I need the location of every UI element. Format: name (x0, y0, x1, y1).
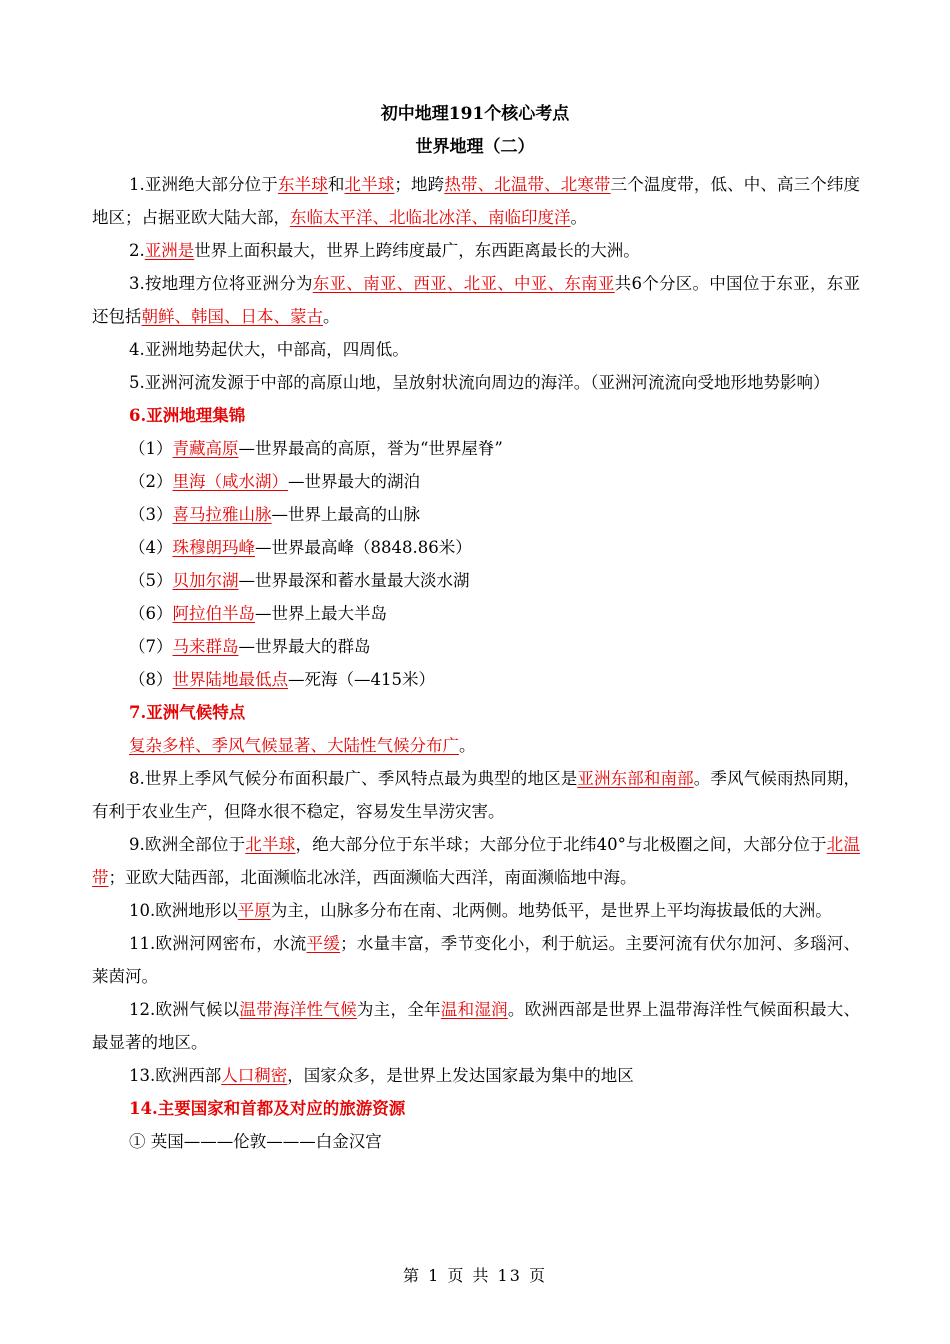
point-7: 复杂多样、季风气候显著、大陆性气候分布广。 (129, 736, 476, 755)
key-term: 马来群岛 (172, 637, 239, 656)
key-term: 珠穆朗玛峰 (172, 538, 255, 557)
point-9: 9.欧洲全部位于北半球，绝大部分位于东半球；大部分位于北纬40°与北极圈之间，大部分位于北温带；亚欧大陆西部，北面濒临北冰洋，西面濒临大西洋，南面濒临地中海。 (92, 835, 861, 887)
content-body (92, 168, 860, 1158)
point-12: 12.欧洲气候以温带海洋性气候为主，全年温和湿润。欧洲西部是世界上温带海洋性气候面积最大、最显著的地区。 (92, 1000, 861, 1052)
key-term: 亚洲是 (144, 241, 195, 260)
key-term: 贝加尔湖 (172, 571, 239, 590)
point-13: 13.欧洲西部人口稠密，国家众多，是世界上发达国家最为集中的地区 (129, 1066, 634, 1085)
point-5: 5.亚洲河流发源于中部的高原山地，呈放射状流向周边的海洋。（亚洲河流流向受地形地势影响） (129, 373, 830, 392)
list-item: （2）里海（咸水湖）—世界最大的湖泊 (129, 472, 420, 491)
heading-6: 6.亚洲地理集锦 (129, 406, 246, 425)
key-term: 世界陆地最低点 (172, 670, 288, 689)
point-10: 10.欧洲地形以平原为主，山脉多分布在南、北两侧。地势低平，是世界上平均海拔最低的大洲。 (129, 901, 832, 920)
key-term: 平原 (237, 901, 271, 920)
list-item: （6）阿拉伯半岛—世界上最大半岛 (129, 604, 387, 623)
key-term: 朝鲜、韩国、日本、蒙古 (141, 307, 323, 326)
key-term: 北半球 (245, 835, 296, 854)
key-term: 喜马拉雅山脉 (172, 505, 272, 524)
key-term: 热带、北温带、北寒带 (444, 175, 611, 194)
point-2: 2.亚洲是世界上面积最大，世界上跨纬度最广，东西距离最长的大洲。 (129, 241, 640, 260)
list-item: （3）喜马拉雅山脉—世界上最高的山脉 (129, 505, 420, 524)
key-term: 东半球 (277, 175, 328, 194)
key-term: 温带海洋性气候 (239, 1000, 357, 1019)
key-term: 阿拉伯半岛 (172, 604, 255, 623)
section-subtitle: 世界地理（二） (415, 137, 535, 157)
key-term: 温和湿润 (440, 1000, 508, 1019)
list-item: （4）珠穆朗玛峰—世界最高峰（8848.86米） (129, 538, 472, 557)
list-item: （1）青藏高原—世界最高的高原，誉为“世界屋脊” (129, 439, 503, 458)
key-term: 东临太平洋、北临北冰洋、南临印度洋 (290, 208, 571, 227)
point-14-item-1: ① 英国———伦敦———白金汉宫 (129, 1132, 382, 1151)
list-item: （5）贝加尔湖—世界最深和蓄水量最大淡水湖 (129, 571, 470, 590)
key-term: 北半球 (344, 175, 395, 194)
list-item: （7）马来群岛—世界最大的群岛 (129, 637, 371, 656)
key-term: 里海（咸水湖） (172, 472, 288, 491)
key-term: 青藏高原 (172, 439, 239, 458)
key-term: 复杂多样、季风气候显著、大陆性气候分布广 (129, 736, 459, 755)
page-footer: 第 1 页 共 13 页 (403, 1266, 547, 1285)
document-title: 初中地理191个核心考点 (380, 104, 570, 124)
key-term: 东亚、南亚、西亚、北亚、中亚、东南亚 (312, 274, 615, 293)
list-item: （8）世界陆地最低点—死海（—415米） (129, 670, 435, 689)
point-8: 8.世界上季风气候分布面积最广、季风特点最为典型的地区是亚洲东部和南部。季风气候雨热同期，有利于农业生产，但降水很不稳定，容易发生旱涝灾害。 (92, 769, 861, 821)
point-1: 1.亚洲绝大部分位于东半球和北半球；地跨热带、北温带、北寒带三个温度带，低、中、高三个纬度地区；占据亚欧大陆大部，东临太平洋、北临北冰洋、南临印度洋。 (92, 175, 861, 227)
key-term: 平缓 (306, 934, 341, 953)
key-term: 人口稠密 (221, 1066, 288, 1085)
point-11: 11.欧洲河网密布，水流平缓；水量丰富，季节变化小，利于航运。主要河流有伏尔加河、多瑙河、莱茵河。 (92, 934, 861, 986)
point-4: 4.亚洲地势起伏大，中部高，四周低。 (129, 340, 409, 359)
point-3: 3.按地理方位将亚洲分为东亚、南亚、西亚、北亚、中亚、东南亚共6个分区。中国位于东亚，东亚还包括朝鲜、韩国、日本、蒙古。 (92, 274, 860, 326)
heading-7: 7.亚洲气候特点 (129, 703, 246, 722)
heading-14: 14.主要国家和首都及对应的旅游资源 (129, 1099, 406, 1118)
key-term: 北温带 (92, 835, 861, 887)
key-term: 亚洲东部和南部 (577, 769, 694, 788)
